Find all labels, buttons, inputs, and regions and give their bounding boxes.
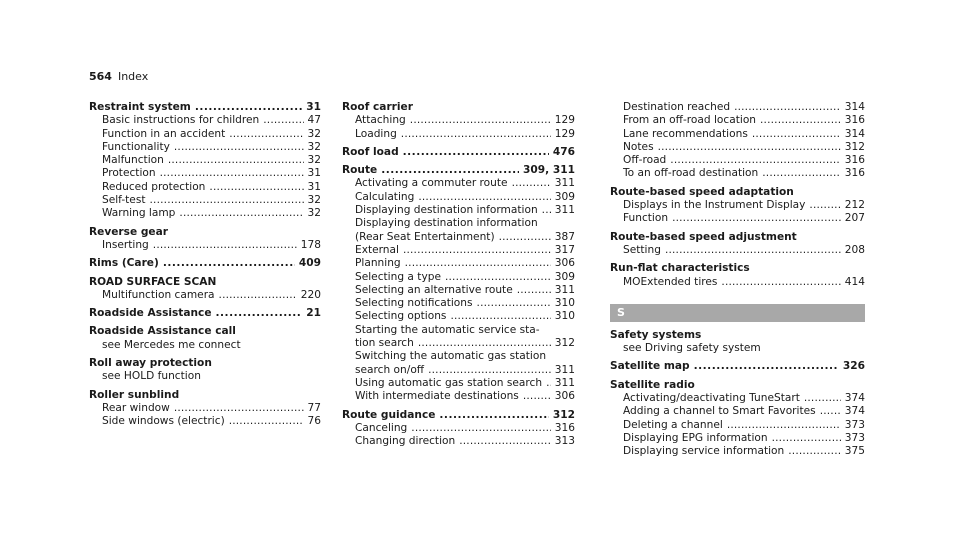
page-reference: 129 (554, 114, 575, 127)
index-entry (89, 389, 321, 402)
dot-leader (229, 415, 304, 428)
entry-label: Selecting a type (355, 270, 441, 283)
dot-leader (209, 181, 303, 194)
dot-leader (752, 128, 841, 141)
index-subentry (610, 276, 865, 289)
entry-label: Roof carrier (342, 101, 413, 113)
entry-label: ROAD SURFACE SCAN (89, 275, 217, 288)
index-subentry (89, 141, 321, 154)
entry-label: Route-based speed adjustment (610, 230, 797, 243)
index-subentry (342, 390, 575, 403)
dot-leader (788, 445, 841, 458)
entry-label: Displays in the Instrument Display (623, 199, 806, 212)
entry-label: Starting the automatic service sta- (355, 323, 540, 336)
index-subentry (89, 207, 321, 220)
page-reference: 31 (307, 167, 321, 180)
entry-label: Roller sunblind (89, 388, 180, 401)
index-subentry (342, 350, 575, 363)
dot-leader (410, 114, 551, 127)
index-entry (89, 276, 321, 289)
index-subentry (89, 289, 321, 302)
entry-label: tion search (355, 337, 414, 350)
entry-label: Rear window (102, 401, 170, 414)
index-entry (89, 101, 321, 114)
index-subentry (342, 364, 575, 377)
index-subentry (89, 114, 321, 127)
index-subentry (610, 141, 865, 154)
page-reference: 129 (554, 127, 575, 140)
dot-leader (670, 154, 840, 167)
dot-leader (150, 194, 304, 207)
index-subentry (342, 337, 575, 350)
entry-label: Roadside Assistance call (89, 325, 236, 338)
index-subentry (342, 128, 575, 141)
index-subentry (89, 128, 321, 141)
dot-leader (428, 364, 551, 377)
index-entry (89, 226, 321, 239)
page-reference: 32 (307, 140, 321, 153)
entry-label: Adding a channel to Smart Favorites (623, 405, 816, 418)
entry-label: Setting (623, 243, 661, 256)
page-reference: 374 (844, 392, 865, 405)
page-reference: 311 (554, 363, 575, 376)
index-letter-heading: S (610, 304, 865, 322)
dot-leader (804, 392, 841, 405)
dot-leader (809, 199, 840, 212)
entry-label: Selecting notifications (355, 297, 473, 310)
index-subentry (342, 191, 575, 204)
index-entry (342, 146, 575, 159)
index-subentry (89, 370, 321, 383)
entry-label: search on/off (355, 363, 425, 376)
page-reference: 373 (844, 418, 865, 431)
entry-label: Safety systems (610, 328, 702, 341)
page-reference: 21 (306, 307, 321, 320)
index-subentry (610, 244, 865, 257)
entry-label: Satellite radio (610, 378, 695, 391)
dot-leader (820, 405, 841, 418)
index-entry (342, 101, 575, 114)
page-reference: 317 (554, 243, 575, 256)
dot-leader (195, 101, 302, 114)
entry-label: To an off-road destination (623, 167, 759, 180)
entry-label: Roll away protection (89, 357, 212, 370)
dot-leader (405, 257, 551, 270)
page-reference: 312 (844, 140, 865, 153)
index-column-3 (610, 101, 865, 459)
page-reference: 476 (552, 145, 575, 158)
page-reference: 76 (307, 415, 321, 428)
index-subentry (89, 181, 321, 194)
index-subentry (342, 377, 575, 390)
page-reference: 220 (300, 288, 321, 301)
entry-label: Route-based speed adaptation (610, 185, 794, 198)
index-column-1 (89, 101, 321, 429)
index-subentry (342, 257, 575, 270)
dot-leader (672, 212, 841, 225)
index-subentry (610, 128, 865, 141)
entry-label: see HOLD function (102, 370, 201, 383)
entry-label: Selecting an alternative route (355, 283, 513, 296)
page-reference: 313 (554, 435, 575, 448)
page-reference: 306 (554, 390, 575, 403)
index-subentry (342, 284, 575, 297)
page-reference: 32 (307, 127, 321, 140)
dot-leader (665, 244, 841, 257)
page-reference: 311 (554, 177, 575, 190)
dot-leader (499, 231, 551, 244)
dot-leader (163, 257, 295, 270)
entry-label: Displaying service information (623, 445, 785, 458)
page-reference: 316 (844, 114, 865, 127)
page-reference: 375 (844, 445, 865, 458)
index-entry (610, 329, 865, 342)
entry-label: Side windows (electric) (102, 415, 225, 428)
dot-leader (403, 244, 551, 257)
page-reference: 178 (300, 238, 321, 251)
dot-leader (439, 409, 548, 422)
entry-label: Inserting (102, 238, 149, 251)
page-reference: 312 (552, 408, 575, 421)
index-subentry (342, 435, 575, 448)
index-entry (610, 231, 865, 244)
index-subentry (610, 405, 865, 418)
entry-label: Roadside Assistance (89, 307, 212, 320)
page-reference: 414 (844, 275, 865, 288)
index-subentry (89, 415, 321, 428)
dot-leader (760, 114, 841, 127)
entry-label: Route guidance (342, 408, 436, 421)
entry-label: Deleting a channel (623, 418, 723, 431)
dot-leader (403, 146, 549, 159)
dot-leader (523, 390, 551, 403)
index-entry (342, 409, 575, 422)
dot-leader (153, 239, 297, 252)
index-subentry (610, 101, 865, 114)
index-subentry (610, 167, 865, 180)
dot-leader (216, 307, 303, 320)
index-subentry (610, 114, 865, 127)
index-entry (610, 262, 865, 275)
page-reference: 314 (844, 127, 865, 140)
dot-leader (694, 360, 839, 373)
index-subentry (342, 271, 575, 284)
page-reference: 47 (307, 114, 321, 127)
page-reference: 316 (844, 167, 865, 180)
entry-label: Displaying destination information (355, 217, 538, 230)
dot-leader (734, 101, 841, 114)
entry-label: (Rear Seat Entertainment) (355, 230, 495, 243)
dot-leader (459, 435, 551, 448)
page-reference: 387 (554, 230, 575, 243)
entry-label: Function (623, 212, 669, 225)
index-subentry (610, 432, 865, 445)
index-subentry (342, 177, 575, 190)
entry-label: Planning (355, 257, 401, 270)
entry-label: Switching the automatic gas station (355, 350, 547, 363)
entry-label: Canceling (355, 421, 408, 434)
page-reference: 311 (554, 376, 575, 389)
page-reference: 310 (554, 310, 575, 323)
page-reference: 314 (844, 101, 865, 113)
dot-leader (546, 377, 551, 390)
index-subentry (342, 244, 575, 257)
page-header (89, 70, 148, 84)
entry-label: Displaying destination information (355, 204, 538, 217)
page-reference: 311 (554, 204, 575, 217)
index-subentry (89, 167, 321, 180)
dot-leader (772, 432, 841, 445)
page-reference: 32 (307, 154, 321, 167)
entry-label: Activating/deactivating TuneStart (623, 392, 800, 405)
entry-label: Roof load (342, 145, 399, 158)
index-subentry (342, 114, 575, 127)
entry-label: Run-flat characteristics (610, 262, 750, 275)
index-subentry (89, 402, 321, 415)
page-reference: 374 (844, 405, 865, 418)
entry-label: Notes (623, 140, 654, 153)
dot-leader (401, 128, 551, 141)
dot-leader (450, 310, 550, 323)
index-entry (89, 307, 321, 320)
dot-leader (721, 276, 840, 289)
index-subentry (342, 231, 575, 244)
entry-label: Self-test (102, 194, 146, 207)
dot-leader (411, 422, 550, 435)
entry-label: With intermediate destinations (355, 390, 519, 403)
page-reference: 309 (554, 270, 575, 283)
entry-label: Functionality (102, 140, 170, 153)
entry-label: Malfunction (102, 154, 164, 167)
entry-label: Off-road (623, 154, 667, 167)
dot-leader (517, 284, 551, 297)
page-reference: 31 (307, 180, 321, 193)
page-reference: 310 (554, 297, 575, 310)
index-entry (610, 360, 865, 373)
dot-leader (445, 271, 551, 284)
index-subentry (610, 419, 865, 432)
dot-leader (229, 128, 303, 141)
page-reference: 207 (844, 212, 865, 225)
entry-label: see Driving safety system (623, 342, 761, 355)
entry-label: From an off-road location (623, 114, 757, 127)
index-entry (342, 164, 575, 177)
page-reference: 31 (306, 101, 321, 113)
page-reference: 32 (307, 194, 321, 207)
entry-label: Satellite map (610, 360, 690, 373)
index-subentry (610, 212, 865, 225)
index-subentry (342, 297, 575, 310)
index-entry (89, 257, 321, 270)
entry-label: Displaying EPG information (623, 431, 768, 444)
index-subentry (89, 239, 321, 252)
dot-leader (168, 154, 304, 167)
index-subentry (342, 324, 575, 337)
index-entry (89, 325, 321, 338)
dot-leader (174, 141, 304, 154)
page-reference: 316 (844, 154, 865, 167)
index-subentry (342, 204, 575, 217)
entry-label: Warning lamp (102, 207, 176, 220)
entry-label: MOExtended tires (623, 275, 718, 288)
dot-leader (542, 204, 551, 217)
entry-label: Attaching (355, 114, 406, 127)
page-reference: 306 (554, 257, 575, 270)
index-subentry (610, 342, 865, 355)
dot-leader (727, 419, 841, 432)
entry-label: Rims (Care) (89, 257, 159, 270)
page-reference: 309, 311 (523, 164, 575, 177)
dot-leader (418, 191, 550, 204)
page-reference: 326 (842, 360, 865, 373)
index-subentry (342, 310, 575, 323)
entry-label: Lane recommendations (623, 127, 748, 140)
entry-label: Changing direction (355, 435, 456, 448)
entry-label: Selecting options (355, 310, 447, 323)
page-reference: 212 (844, 199, 865, 212)
entry-label: see Mercedes me connect (102, 338, 241, 351)
entry-label: Restraint system (89, 101, 191, 113)
page-reference: 373 (844, 431, 865, 444)
dot-leader (160, 167, 304, 180)
index-subentry (610, 199, 865, 212)
dot-leader (658, 141, 841, 154)
dot-leader (381, 164, 519, 177)
entry-label: Reduced protection (102, 180, 206, 193)
index-subentry (342, 217, 575, 230)
page-reference: 312 (554, 337, 575, 350)
entry-label: Activating a commuter route (355, 177, 508, 190)
entry-label: Protection (102, 167, 156, 180)
index-subentry (610, 154, 865, 167)
index-subentry (610, 445, 865, 458)
page-title: Index (117, 70, 149, 83)
entry-label: Using automatic gas station search (355, 376, 543, 389)
entry-label: Loading (355, 127, 397, 140)
page-reference: 409 (298, 257, 321, 270)
page-reference: 316 (554, 421, 575, 434)
index-entry (610, 379, 865, 392)
entry-label: External (355, 243, 399, 256)
index-entry (89, 357, 321, 370)
entry-label: Route (342, 164, 378, 177)
entry-label: Destination reached (623, 101, 731, 113)
page-reference: 309 (554, 190, 575, 203)
index-subentry (342, 422, 575, 435)
dot-leader (512, 177, 551, 190)
entry-label: Reverse gear (89, 225, 168, 238)
index-subentry (89, 339, 321, 352)
index-subentry (89, 194, 321, 207)
page-reference: 208 (844, 243, 865, 256)
dot-leader (179, 207, 303, 220)
page-reference: 32 (307, 207, 321, 220)
dot-leader (418, 337, 551, 350)
index-column-2 (342, 101, 575, 448)
index-subentry (610, 392, 865, 405)
entry-label: Function in an accident (102, 127, 226, 140)
dot-leader (263, 114, 303, 127)
index-subentry (89, 154, 321, 167)
page-reference: 77 (307, 401, 321, 414)
dot-leader (477, 297, 551, 310)
page-number: 564 (89, 70, 112, 83)
dot-leader (174, 402, 304, 415)
entry-label: Basic instructions for children (102, 114, 260, 127)
page-reference: 311 (554, 283, 575, 296)
index-entry (610, 186, 865, 199)
dot-leader (219, 289, 297, 302)
dot-leader (762, 167, 841, 180)
entry-label: Calculating (355, 190, 415, 203)
entry-label: Multifunction camera (102, 288, 215, 301)
